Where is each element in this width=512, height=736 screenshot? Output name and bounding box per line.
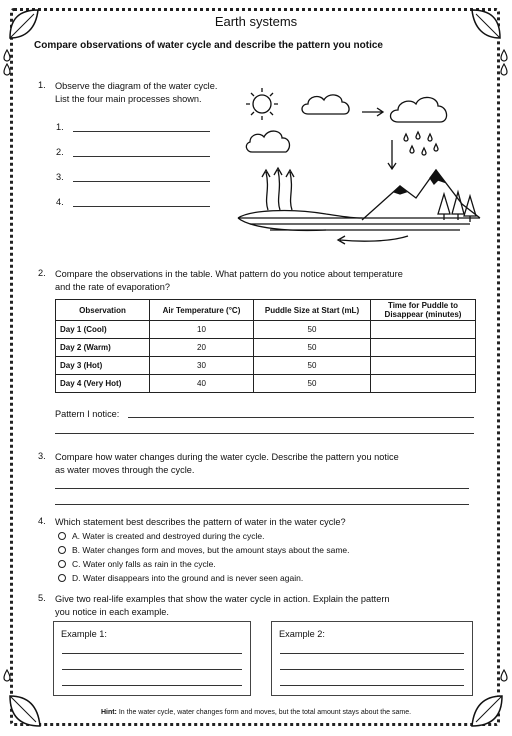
hint-text (0, 709, 512, 716)
answer-line[interactable] (73, 131, 210, 132)
answer-line[interactable] (55, 504, 469, 505)
answer-line[interactable] (62, 685, 242, 686)
table-row (56, 339, 476, 357)
answer-line[interactable] (62, 653, 242, 654)
radio-button[interactable] (58, 560, 66, 568)
temp-cell: 10 (150, 321, 254, 339)
size-cell: 50 (254, 339, 371, 357)
question-text: you notice in each example. (55, 607, 169, 617)
answer-label: 2. (56, 147, 64, 157)
page-title: Earth systems (214, 14, 298, 29)
answer-line[interactable] (280, 669, 464, 670)
temp-cell: 20 (150, 339, 254, 357)
answer-line[interactable] (55, 488, 469, 489)
size-cell: 50 (254, 375, 371, 393)
water-cycle-diagram (230, 82, 492, 258)
option-label: C. Water only falls as rain in the cycle. (72, 559, 216, 569)
question-number: 2. (38, 268, 46, 278)
option-a[interactable] (58, 531, 264, 541)
question-text: and the rate of evaporation? (55, 282, 170, 292)
question-number: 5. (38, 593, 46, 603)
example-label: Example 1: (61, 629, 107, 639)
option-b[interactable] (58, 545, 350, 555)
row-label: Day 1 (Cool) (56, 321, 150, 339)
row-label: Day 2 (Warm) (56, 339, 150, 357)
option-label: A. Water is created and destroyed during the cycle. (72, 531, 265, 541)
answer-line[interactable] (73, 206, 210, 207)
radio-button[interactable] (58, 532, 66, 540)
hint-body: In the water cycle, water changes form and moves, but the total amount stays about the same. (116, 709, 412, 716)
answer-label: 4. (56, 197, 64, 207)
example-2-box[interactable] (271, 621, 473, 696)
row-label: Day 4 (Very Hot) (56, 375, 150, 393)
answer-line[interactable] (55, 433, 474, 434)
temp-cell: 40 (150, 375, 254, 393)
question-text: Compare the observations in the table. What pattern do you notice about temperature (55, 269, 403, 279)
table-row (56, 321, 476, 339)
hint-label: Hint: (100, 709, 117, 716)
time-cell[interactable] (371, 339, 476, 357)
answer-line[interactable] (73, 181, 210, 182)
column-header: Puddle Size at Start (mL) (254, 300, 371, 321)
question-number: 1. (38, 80, 46, 90)
answer-line[interactable] (280, 685, 464, 686)
question-text: Which statement best describes the pattern of water in the water cycle? (55, 517, 346, 527)
answer-line[interactable] (280, 653, 464, 654)
question-number: 4. (38, 516, 46, 526)
column-header: Observation (56, 300, 150, 321)
option-c[interactable] (58, 559, 216, 569)
sun-icon (253, 95, 271, 113)
question-text: List the four main processes shown. (55, 94, 202, 104)
answer-line[interactable] (73, 156, 210, 157)
example-label: Example 2: (279, 629, 325, 639)
radio-button[interactable] (58, 546, 66, 554)
radio-button[interactable] (58, 574, 66, 582)
answer-line[interactable] (62, 669, 242, 670)
row-label: Day 3 (Hot) (56, 357, 150, 375)
time-cell[interactable] (371, 321, 476, 339)
question-number: 3. (38, 451, 46, 461)
table-row (56, 375, 476, 393)
column-header: Air Temperature (°C) (150, 300, 254, 321)
question-text: Give two real-life examples that show the water cycle in action. Explain the pattern (55, 594, 390, 604)
table-header-row (56, 300, 476, 321)
option-label: B. Water changes form and moves, but the amount stays about the same. (72, 545, 350, 555)
answer-label: 3. (56, 172, 64, 182)
question-text: as water moves through the cycle. (55, 465, 195, 475)
page-subtitle: Compare observations of water cycle and describe the pattern you notice (34, 40, 383, 51)
temp-cell: 30 (150, 357, 254, 375)
observation-table (55, 299, 476, 393)
table-row (56, 357, 476, 375)
time-cell[interactable] (371, 357, 476, 375)
question-text: Observe the diagram of the water cycle. (55, 81, 218, 91)
example-1-box[interactable] (53, 621, 251, 696)
size-cell: 50 (254, 357, 371, 375)
size-cell: 50 (254, 321, 371, 339)
answer-label: 1. (56, 122, 64, 132)
column-header: Time for Puddle to Disappear (minutes) (371, 300, 476, 321)
time-cell[interactable] (371, 375, 476, 393)
pattern-label: Pattern I notice: (55, 409, 120, 419)
answer-line[interactable] (128, 417, 474, 418)
option-label: D. Water disappears into the ground and is never seen again. (72, 573, 304, 583)
question-text: Compare how water changes during the water cycle. Describe the pattern you notice (55, 452, 399, 462)
option-d[interactable] (58, 573, 303, 583)
